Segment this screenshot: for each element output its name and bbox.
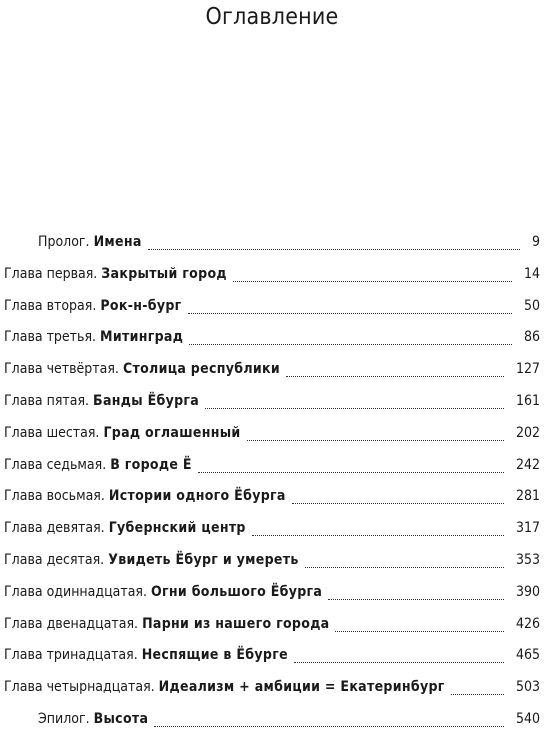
entry-title: Увидеть Ёбург и умереть [108, 552, 299, 568]
entry-title: Имена [93, 234, 142, 250]
entry-prefix: Эпилог. [38, 711, 90, 727]
page-number: 390 [515, 583, 540, 600]
entry-title: В городе Ё [110, 456, 192, 473]
entry-title: Огни большого Ёбурга [151, 583, 323, 600]
entry-prefix: Глава четырнадцатая. [4, 679, 155, 696]
entry-title: Губернский центр [108, 520, 246, 537]
entry-prefix: Глава пятая. [4, 393, 90, 409]
entry-prefix: Глава десятая. [4, 552, 105, 568]
entry-title: Высота [93, 711, 149, 727]
dot-leader [286, 376, 504, 377]
toc-entry[interactable] [0, 609, 544, 640]
page-number: 465 [515, 647, 540, 664]
dot-leader [148, 249, 520, 250]
page-number: 317 [515, 520, 540, 537]
toc-entry[interactable] [0, 291, 544, 322]
page-number: 202 [515, 424, 540, 441]
dot-leader [305, 567, 504, 568]
dot-leader [335, 631, 504, 632]
entry-title: Истории одного Ёбурга [108, 488, 286, 505]
entry-prefix: Глава четвёртая. [4, 361, 119, 378]
entry-prefix: Глава третья. [4, 329, 97, 346]
dot-leader [328, 599, 504, 600]
toc-entry[interactable] [0, 481, 544, 512]
entry-title: Митинград [100, 329, 184, 346]
dot-leader [247, 440, 504, 441]
entry-title: Идеализм + амбиции = Екатеринбург [158, 679, 445, 696]
page-number: 161 [515, 393, 540, 409]
page-number: 281 [515, 488, 540, 505]
toc-entry[interactable] [0, 227, 544, 258]
entry-title: Закрытый город [101, 265, 227, 282]
toc-entry[interactable] [0, 354, 544, 385]
page-number: 242 [515, 456, 540, 473]
page-number: 540 [515, 711, 540, 727]
page-number: 127 [515, 361, 540, 378]
entry-prefix: Пролог. [38, 234, 90, 250]
entry-title: Град оглашенный [103, 424, 241, 441]
page-number: 503 [515, 679, 540, 696]
page-title: Оглавление [205, 4, 339, 30]
entry-prefix: Глава двенадцатая. [4, 615, 139, 632]
dot-leader [188, 313, 512, 314]
dot-leader [198, 472, 504, 473]
entry-title: Рок-н-бург [100, 297, 182, 314]
dot-leader [451, 694, 504, 695]
dot-leader [294, 662, 504, 663]
entry-title: Парни из нашего города [142, 615, 330, 632]
toc-entry[interactable] [0, 672, 544, 703]
entry-title: Неспящие в Ёбурге [141, 647, 288, 664]
dot-leader [233, 281, 512, 282]
toc-entry[interactable] [0, 386, 544, 417]
toc-entry[interactable] [0, 513, 544, 544]
toc-entry[interactable] [0, 640, 544, 671]
toc-entry[interactable] [0, 450, 544, 481]
dot-leader [189, 344, 512, 345]
toc-entry[interactable] [0, 259, 544, 290]
dot-leader [252, 535, 504, 536]
entry-title: Банды Ёбурга [93, 393, 200, 409]
page-number: 9 [531, 234, 540, 250]
entry-prefix: Глава седьмая. [4, 456, 107, 473]
page-number: 50 [523, 297, 540, 314]
dot-leader [205, 408, 504, 409]
entry-prefix: Глава девятая. [4, 520, 105, 537]
page-number: 14 [523, 265, 540, 282]
entry-title: Столица республики [122, 361, 280, 378]
toc-entry[interactable] [0, 418, 544, 449]
dot-leader [292, 503, 504, 504]
entry-prefix: Глава вторая. [4, 297, 97, 314]
entry-prefix: Глава восьмая. [4, 488, 105, 505]
entry-prefix: Глава шестая. [4, 424, 100, 441]
toc-entry[interactable] [0, 545, 544, 576]
toc-entry[interactable] [0, 322, 544, 353]
page-number: 86 [523, 329, 540, 346]
entry-prefix: Глава одиннадцатая. [4, 583, 148, 600]
dot-leader [154, 726, 504, 727]
page-number: 353 [515, 552, 540, 568]
entry-prefix: Глава первая. [4, 265, 98, 282]
entry-prefix: Глава тринадцатая. [4, 647, 138, 664]
toc-entry[interactable] [0, 577, 544, 608]
page-number: 426 [515, 615, 540, 632]
